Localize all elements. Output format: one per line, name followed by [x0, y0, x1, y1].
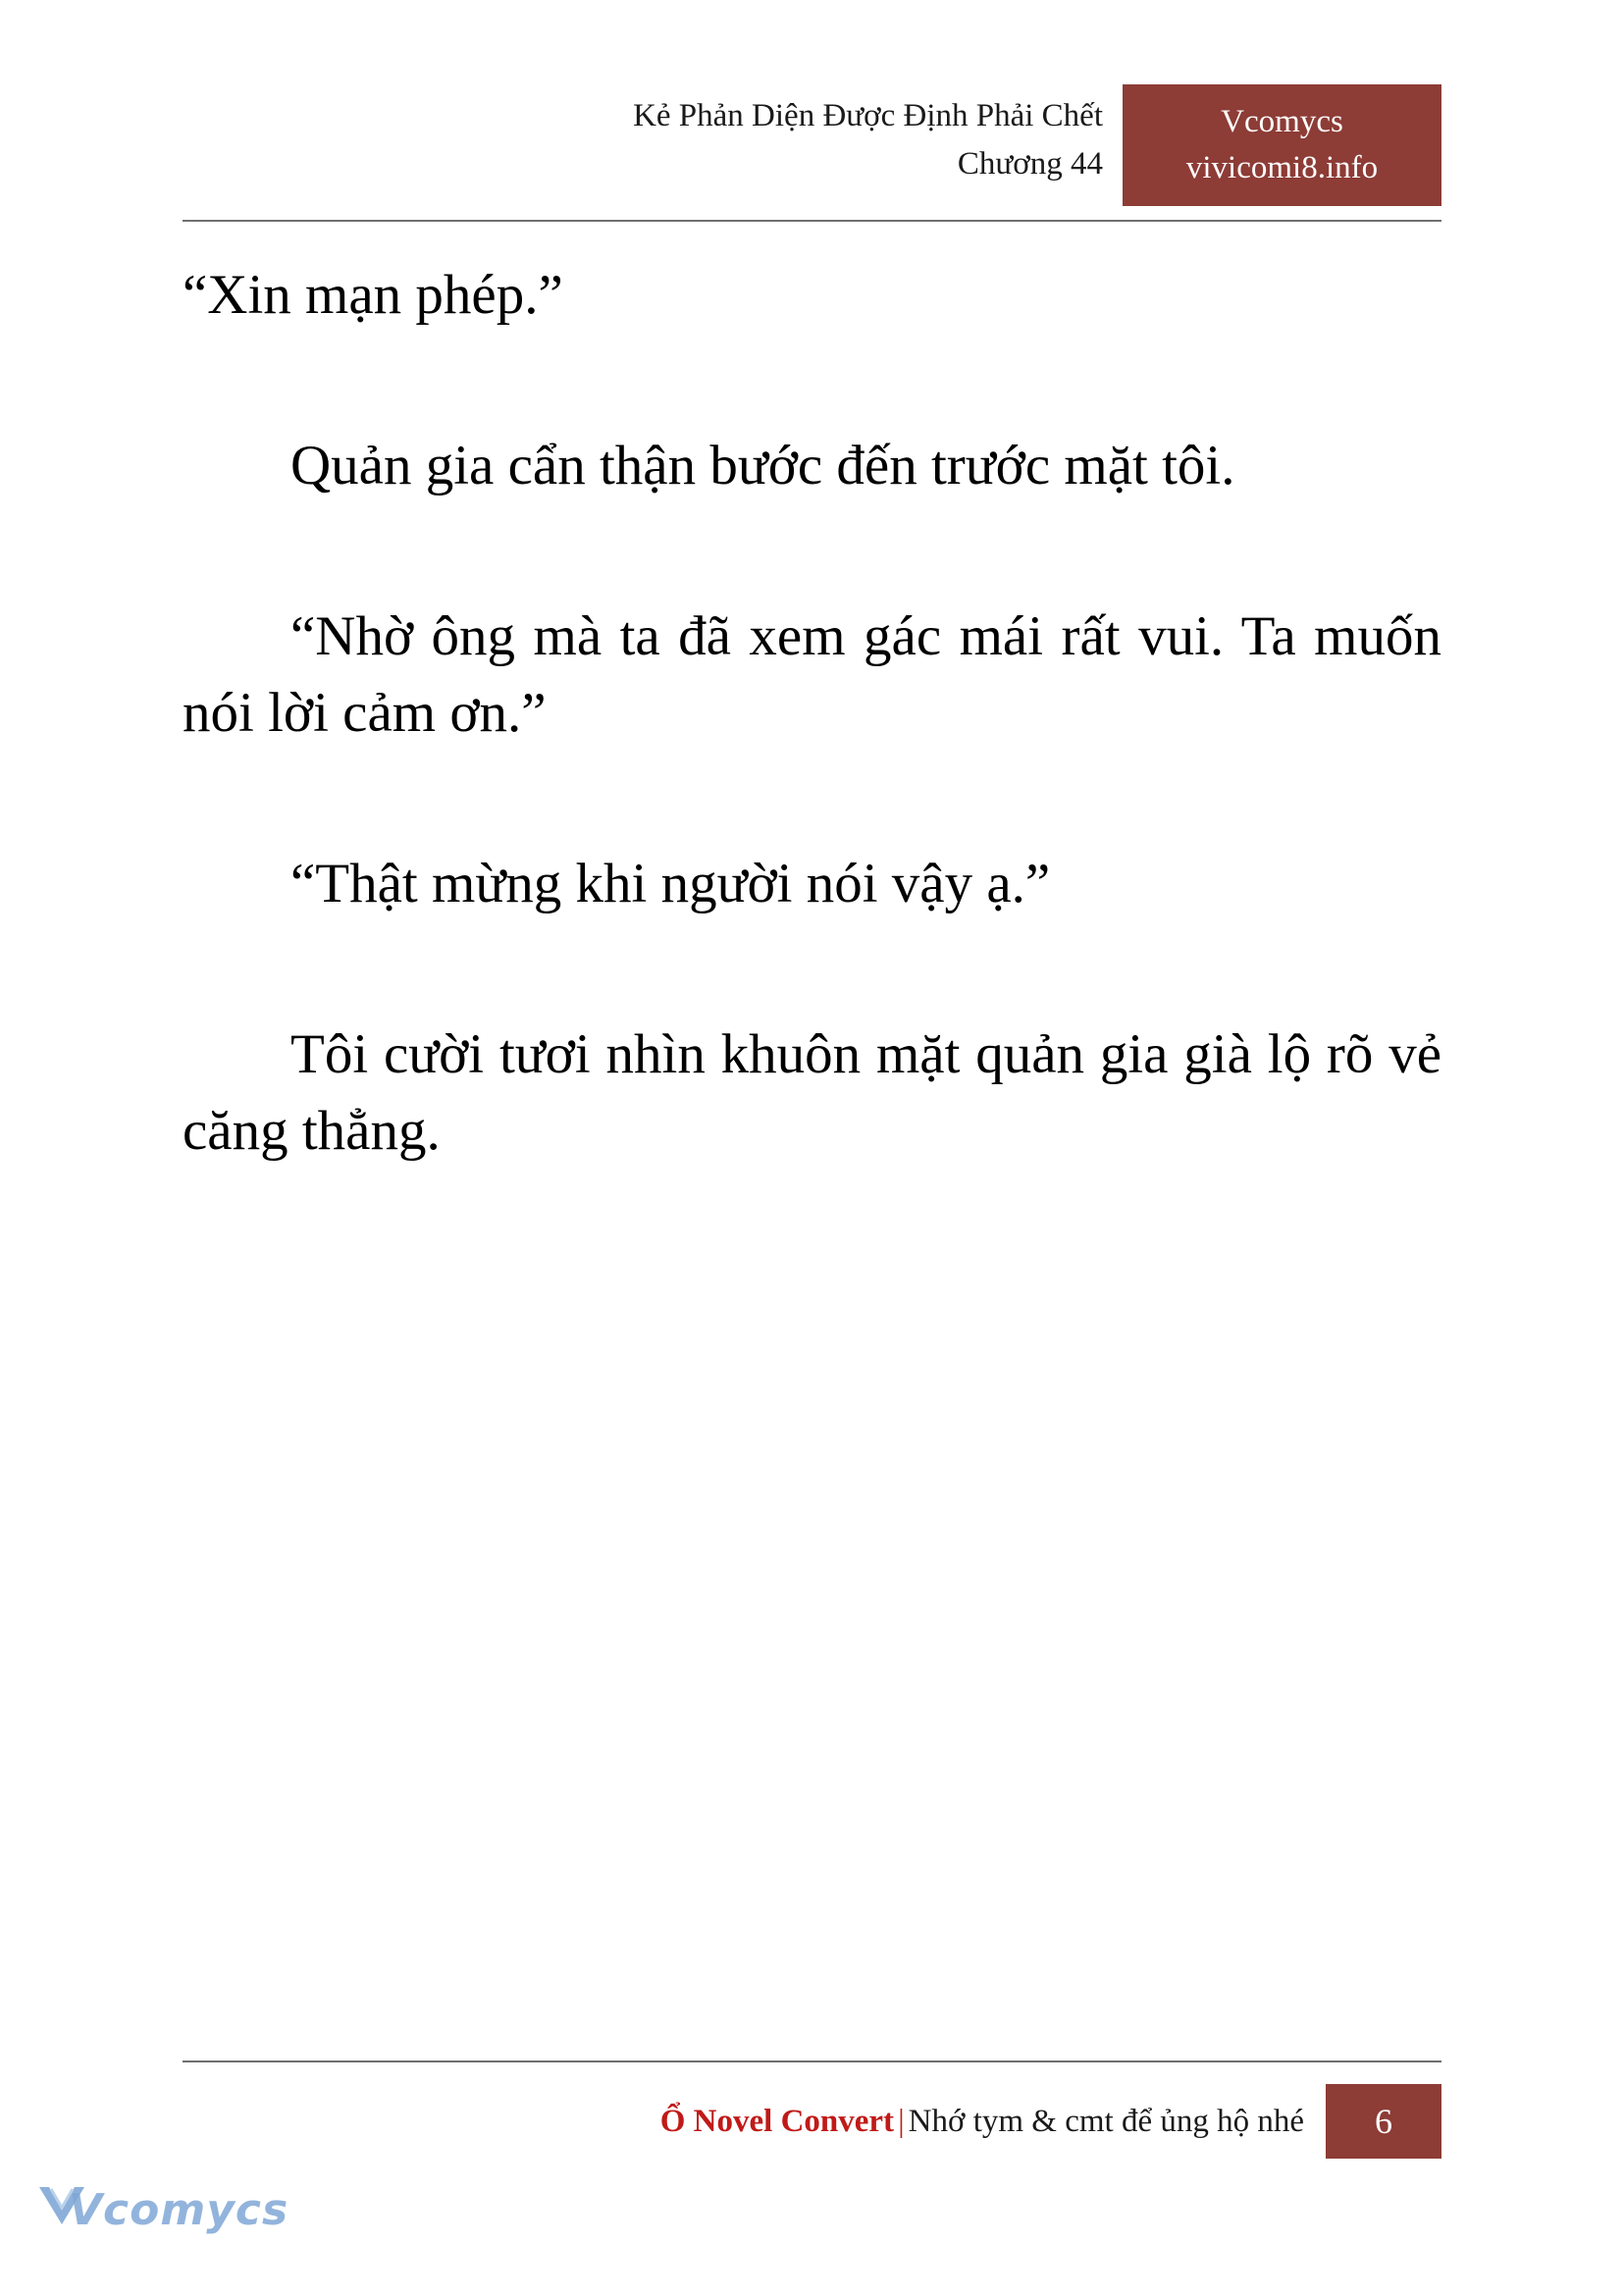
- footer-divider: [183, 2060, 1441, 2062]
- footer-brand: Ổ Novel Convert: [659, 2103, 895, 2139]
- footer-note-block: [660, 2104, 1326, 2140]
- page-content: [183, 257, 1441, 1170]
- paragraph: Quản gia cẩn thận bước đến trước mặt tôi.: [290, 435, 1235, 496]
- paragraph: “Xin mạn phép.”: [183, 264, 563, 326]
- header-title-block: [357, 92, 1103, 188]
- footer-note: Nhớ tym & cmt để ủng hộ nhé: [908, 2103, 1304, 2139]
- page-footer: [183, 2060, 1441, 2178]
- watermark-text: Vcomycs: [69, 2185, 289, 2235]
- page-number-badge: 6: [1326, 2084, 1441, 2159]
- page-header: [183, 92, 1441, 230]
- paragraph: “Thật mừng khi người nói vậy ạ.”: [290, 853, 1051, 914]
- site-badge: [1123, 84, 1441, 206]
- footer-content: [183, 2084, 1441, 2159]
- paragraph: Tôi cười tươi nhìn khuôn mặt quản gia già lộ rõ vẻ căng thẳng.: [183, 1023, 1441, 1162]
- book-title: Kẻ Phản Diện Được Định Phải Chết: [633, 98, 1103, 133]
- header-divider: [183, 220, 1441, 222]
- paragraph: “Nhờ ông mà ta đã xem gác mái rất vui. Ta muốn nói lời cảm ơn.”: [183, 605, 1441, 744]
- site-badge-name: Vcomycs: [1221, 104, 1343, 139]
- chapter-label: Chương 44: [957, 146, 1103, 182]
- watermark: [35, 2169, 289, 2256]
- site-badge-url: vivicomi8.info: [1185, 150, 1379, 185]
- footer-separator: |: [898, 2103, 905, 2139]
